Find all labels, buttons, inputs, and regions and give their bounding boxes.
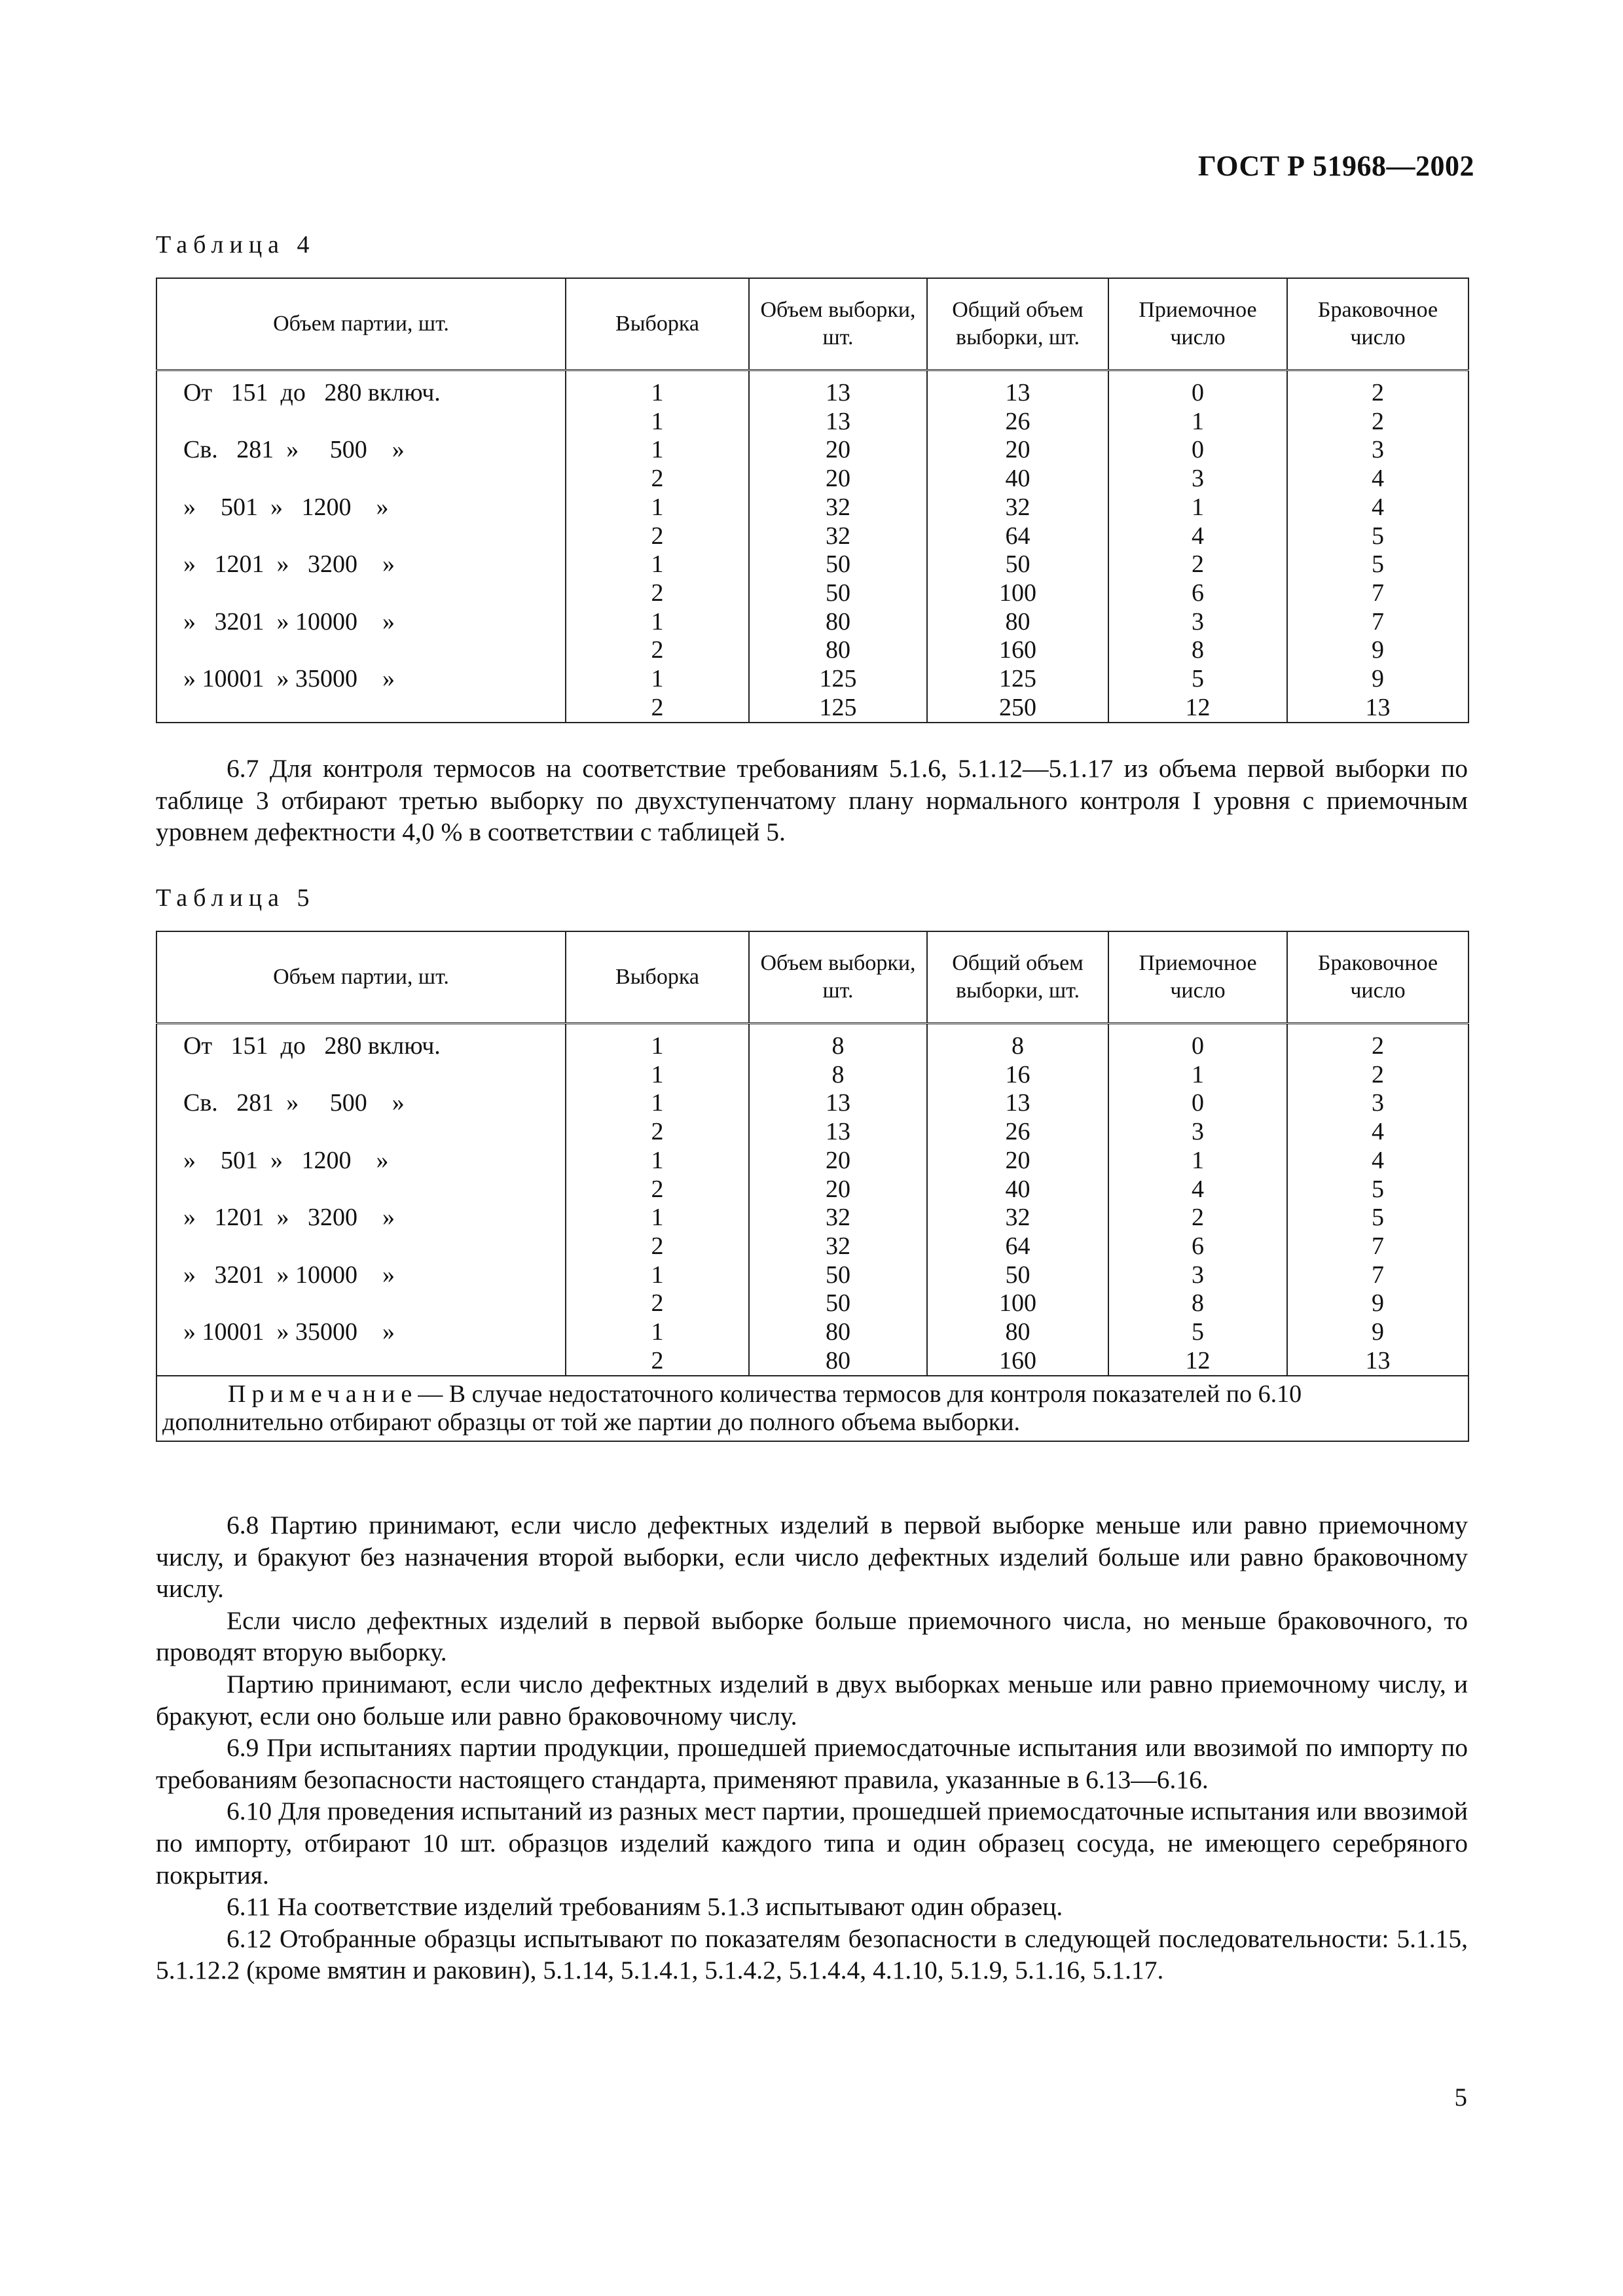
acceptance-number-cell: 3	[1108, 1261, 1287, 1290]
sample-size-cell: 50	[749, 1289, 927, 1318]
acceptance-number-cell: 1	[1108, 1147, 1287, 1175]
lot-size-range: Св. 281 » 500 »	[183, 1089, 405, 1117]
paragraph-text: 6.7 Для контроля термосов на соответствие требованиям 5.1.6, 5.1.12—5.1.17 из объема первой выборки по таблице 3 отбирают третью выборку по двухступенчатому плану нормального контроля I уровня с приемочным уровнем дефектности 4,0 % в соответствии с таблицей 5.	[156, 754, 1468, 847]
lot-size-cell	[156, 1232, 566, 1261]
sample-cell: 2	[566, 465, 749, 493]
acceptance-number-cell: 4	[1108, 1175, 1287, 1204]
lot-size-range: Св. 281 » 500 »	[183, 436, 405, 464]
table-row	[156, 636, 1468, 665]
total-sample-size-cell: 64	[927, 522, 1108, 551]
lot-size-range: » 10001 » 35000 »	[183, 665, 395, 693]
acceptance-number-cell: 0	[1108, 1024, 1287, 1061]
sample-size-cell: 32	[749, 1204, 927, 1232]
sample-size-cell: 20	[749, 465, 927, 493]
total-sample-size-cell: 50	[927, 550, 1108, 579]
lot-size-cell	[156, 579, 566, 608]
table-row	[156, 579, 1468, 608]
col-sample: Выборка	[566, 931, 749, 1024]
col-rejection-number: Браковочное число	[1287, 278, 1468, 370]
rejection-number-cell: 2	[1287, 370, 1468, 408]
total-sample-size-cell: 26	[927, 408, 1108, 437]
col-total-sample-size: Общий объем выборки, шт.	[927, 278, 1108, 370]
sample-cell: 2	[566, 579, 749, 608]
table-row	[156, 1289, 1468, 1318]
paragraph-6-9: 6.9 При испытаниях партии продукции, прошедшей приемосдаточные испытания или ввозимой по импорту по требованиям безопасности настоящего стандарта, применяют правила, указанные в 6.13—6.16.	[156, 1733, 1468, 1794]
rejection-number-cell: 2	[1287, 1024, 1468, 1061]
sample-cell: 1	[566, 1089, 749, 1118]
sample-cell: 2	[566, 694, 749, 723]
table-row	[156, 1061, 1468, 1090]
rejection-number-cell: 3	[1287, 1089, 1468, 1118]
note-label: Примечание	[228, 1380, 418, 1408]
total-sample-size-cell: 64	[927, 1232, 1108, 1261]
page-number: 5	[1454, 2083, 1467, 2111]
acceptance-number-cell: 4	[1108, 522, 1287, 551]
table-row	[156, 550, 1468, 579]
sample-size-cell: 8	[749, 1061, 927, 1090]
total-sample-size-cell: 40	[927, 465, 1108, 493]
lot-size-cell	[156, 408, 566, 437]
lot-size-range: » 1201 » 3200 »	[183, 550, 395, 579]
acceptance-number-cell: 6	[1108, 579, 1287, 608]
col-sample-size: Объем выборки, шт.	[749, 278, 927, 370]
acceptance-number-cell: 0	[1108, 1089, 1287, 1118]
acceptance-number-cell: 2	[1108, 1204, 1287, 1232]
document-header: ГОСТ Р 51968—2002	[1197, 150, 1474, 182]
sample-cell: 1	[566, 436, 749, 465]
sample-size-cell: 50	[749, 579, 927, 608]
sample-cell: 2	[566, 1289, 749, 1318]
col-lot-size: Объем партии, шт.	[156, 931, 566, 1024]
acceptance-number-cell: 5	[1108, 1318, 1287, 1347]
sample-cell: 2	[566, 636, 749, 665]
paragraph-6-12: 6.12 Отобранные образцы испытывают по показателям безопасности в следующей последовательности: 5.1.15, 5.1.12.2 (кроме вмятин и раковин), 5.1.14, 5.1.4.1, 5.1.4.2, 5.1.4.4, 4.1.10, 5.1.9, 5.1.16, 5.1.17.	[156, 1924, 1468, 1985]
lot-size-cell	[156, 493, 566, 522]
sample-cell: 1	[566, 1261, 749, 1290]
note-text: — В случае недостаточного количества термосов для контроля показателей по 6.10 дополнительно отбирают образцы от той же партии до полного объема выборки.	[162, 1380, 1302, 1437]
acceptance-number-cell: 0	[1108, 370, 1287, 408]
rejection-number-cell: 13	[1287, 694, 1468, 723]
sample-size-cell: 20	[749, 1147, 927, 1175]
table-row	[156, 665, 1468, 694]
rejection-number-cell: 9	[1287, 636, 1468, 665]
table-row	[156, 465, 1468, 493]
rejection-number-cell: 9	[1287, 1318, 1468, 1347]
rejection-number-cell: 3	[1287, 436, 1468, 465]
lot-size-cell	[156, 1175, 566, 1204]
sample-size-cell: 80	[749, 636, 927, 665]
lot-size-cell	[156, 1024, 566, 1061]
lot-size-cell	[156, 636, 566, 665]
lot-size-cell	[156, 1089, 566, 1118]
total-sample-size-cell: 26	[927, 1118, 1108, 1147]
table4-caption: Таблица 4	[156, 231, 316, 259]
lot-size-cell	[156, 370, 566, 408]
table5-note	[156, 1376, 1468, 1441]
total-sample-size-cell: 16	[927, 1061, 1108, 1090]
table-row	[156, 694, 1468, 723]
total-sample-size-cell: 40	[927, 1175, 1108, 1204]
sample-size-cell: 13	[749, 1118, 927, 1147]
acceptance-number-cell: 1	[1108, 1061, 1287, 1090]
sample-cell: 2	[566, 1347, 749, 1376]
lot-size-cell	[156, 550, 566, 579]
col-sample: Выборка	[566, 278, 749, 370]
table5-note-row	[156, 1376, 1468, 1441]
lot-size-cell	[156, 522, 566, 551]
rejection-number-cell: 4	[1287, 1118, 1468, 1147]
sample-size-cell: 32	[749, 522, 927, 551]
sample-size-cell: 50	[749, 1261, 927, 1290]
sample-cell: 1	[566, 493, 749, 522]
table-row	[156, 1261, 1468, 1290]
table5-caption: Таблица 5	[156, 884, 316, 912]
paragraph-6-10: 6.10 Для проведения испытаний из разных мест партии, прошедшей приемосдаточные испытания или ввозимой по импорту, отбирают 10 шт. образцов изделий каждого типа и один образец сосуда, не имеющего серебряного покрытия.	[156, 1797, 1468, 1890]
acceptance-number-cell: 12	[1108, 694, 1287, 723]
total-sample-size-cell: 80	[927, 1318, 1108, 1347]
sample-cell: 1	[566, 665, 749, 694]
total-sample-size-cell: 32	[927, 493, 1108, 522]
rejection-number-cell: 5	[1287, 1175, 1468, 1204]
sample-size-cell: 80	[749, 608, 927, 637]
acceptance-number-cell: 1	[1108, 408, 1287, 437]
paragraph-6-8-b: Если число дефектных изделий в первой выборке больше приемочного числа, но меньше браковочного, то проводят вторую выборку.	[156, 1605, 1468, 1667]
acceptance-number-cell: 3	[1108, 465, 1287, 493]
paragraph-6-8: 6.8 Партию принимают, если число дефектных изделий в первой выборке меньше или равно приемочному числу, и бракуют без назначения второй выборки, если число дефектных изделий больше или равно браковочному числу.	[156, 1511, 1468, 1604]
sample-size-cell: 32	[749, 1232, 927, 1261]
acceptance-number-cell: 3	[1108, 1118, 1287, 1147]
table5	[156, 931, 1469, 1442]
sample-cell: 1	[566, 608, 749, 637]
lot-size-cell	[156, 1347, 566, 1376]
sample-cell: 1	[566, 1061, 749, 1090]
total-sample-size-cell: 250	[927, 694, 1108, 723]
sample-cell: 1	[566, 1318, 749, 1347]
rejection-number-cell: 9	[1287, 665, 1468, 694]
sample-cell: 1	[566, 550, 749, 579]
acceptance-number-cell: 8	[1108, 1289, 1287, 1318]
sample-size-cell: 20	[749, 1175, 927, 1204]
lot-size-range: От 151 до 280 включ.	[183, 379, 441, 406]
lot-size-cell	[156, 1061, 566, 1090]
total-sample-size-cell: 8	[927, 1024, 1108, 1061]
total-sample-size-cell: 160	[927, 636, 1108, 665]
sample-size-cell: 20	[749, 436, 927, 465]
sample-size-cell: 80	[749, 1318, 927, 1347]
lot-size-cell	[156, 1147, 566, 1175]
total-sample-size-cell: 20	[927, 436, 1108, 465]
total-sample-size-cell: 13	[927, 1089, 1108, 1118]
lot-size-cell	[156, 1118, 566, 1147]
rejection-number-cell: 7	[1287, 579, 1468, 608]
table-header-row	[156, 278, 1468, 370]
table-row	[156, 522, 1468, 551]
total-sample-size-cell: 32	[927, 1204, 1108, 1232]
table-row	[156, 608, 1468, 637]
lot-size-cell	[156, 608, 566, 637]
rejection-number-cell: 5	[1287, 522, 1468, 551]
sample-size-cell: 50	[749, 550, 927, 579]
sample-cell: 2	[566, 1175, 749, 1204]
rejection-number-cell: 5	[1287, 550, 1468, 579]
lot-size-range: » 501 » 1200 »	[183, 493, 389, 521]
total-sample-size-cell: 13	[927, 370, 1108, 408]
rejection-number-cell: 7	[1287, 608, 1468, 637]
table-row	[156, 493, 1468, 522]
table-row	[156, 436, 1468, 465]
lot-size-cell	[156, 694, 566, 723]
lot-size-range: » 1201 » 3200 »	[183, 1204, 395, 1232]
sample-cell: 1	[566, 1024, 749, 1061]
lot-size-cell	[156, 1204, 566, 1232]
col-sample-size: Объем выборки, шт.	[749, 931, 927, 1024]
sample-cell: 1	[566, 1204, 749, 1232]
acceptance-number-cell: 2	[1108, 550, 1287, 579]
sample-size-cell: 125	[749, 694, 927, 723]
total-sample-size-cell: 50	[927, 1261, 1108, 1290]
lot-size-cell	[156, 1318, 566, 1347]
table-row	[156, 408, 1468, 437]
sample-size-cell: 13	[749, 408, 927, 437]
acceptance-number-cell: 12	[1108, 1347, 1287, 1376]
acceptance-number-cell: 5	[1108, 665, 1287, 694]
sample-cell: 1	[566, 408, 749, 437]
acceptance-number-cell: 1	[1108, 493, 1287, 522]
total-sample-size-cell: 20	[927, 1147, 1108, 1175]
lot-size-cell	[156, 1289, 566, 1318]
col-lot-size: Объем партии, шт.	[156, 278, 566, 370]
paragraph-6-11: 6.11 На соответствие изделий требованиям 5.1.3 испытывают один образец.	[227, 1892, 1063, 1922]
rejection-number-cell: 4	[1287, 1147, 1468, 1175]
sample-cell: 2	[566, 522, 749, 551]
sample-size-cell: 13	[749, 1089, 927, 1118]
rejection-number-cell: 13	[1287, 1347, 1468, 1376]
lot-size-range: » 3201 » 10000 »	[183, 607, 395, 636]
lot-size-range: » 3201 » 10000 »	[183, 1261, 395, 1289]
sample-size-cell: 32	[749, 493, 927, 522]
rejection-number-cell: 7	[1287, 1261, 1468, 1290]
sample-size-cell: 80	[749, 1347, 927, 1376]
lot-size-cell	[156, 436, 566, 465]
table-row	[156, 1232, 1468, 1261]
lot-size-range: » 10001 » 35000 »	[183, 1318, 395, 1346]
col-acceptance-number: Приемочное число	[1108, 278, 1287, 370]
rejection-number-cell: 2	[1287, 408, 1468, 437]
table-row	[156, 1204, 1468, 1232]
total-sample-size-cell: 160	[927, 1347, 1108, 1376]
acceptance-number-cell: 8	[1108, 636, 1287, 665]
sample-size-cell: 13	[749, 370, 927, 408]
table-row	[156, 1147, 1468, 1175]
paragraph-6-7	[156, 753, 1468, 848]
lot-size-cell	[156, 1261, 566, 1290]
sample-size-cell: 8	[749, 1024, 927, 1061]
sample-cell: 2	[566, 1232, 749, 1261]
sample-cell: 2	[566, 1118, 749, 1147]
total-sample-size-cell: 125	[927, 665, 1108, 694]
sample-size-cell: 125	[749, 665, 927, 694]
rejection-number-cell: 7	[1287, 1232, 1468, 1261]
body-paragraphs	[156, 1509, 1468, 1986]
total-sample-size-cell: 100	[927, 1289, 1108, 1318]
rejection-number-cell: 9	[1287, 1289, 1468, 1318]
lot-size-cell	[156, 665, 566, 694]
total-sample-size-cell: 100	[927, 579, 1108, 608]
rejection-number-cell: 5	[1287, 1204, 1468, 1232]
table4	[156, 278, 1469, 723]
lot-size-cell	[156, 465, 566, 493]
acceptance-number-cell: 3	[1108, 608, 1287, 637]
lot-size-range: От 151 до 280 включ.	[183, 1032, 441, 1060]
col-total-sample-size: Общий объем выборки, шт.	[927, 931, 1108, 1024]
table-row	[156, 1089, 1468, 1118]
sample-cell: 1	[566, 1147, 749, 1175]
col-rejection-number: Браковочное число	[1287, 931, 1468, 1024]
table-row	[156, 370, 1468, 408]
table-row	[156, 1318, 1468, 1347]
acceptance-number-cell: 6	[1108, 1232, 1287, 1261]
lot-size-range: » 501 » 1200 »	[183, 1146, 389, 1174]
rejection-number-cell: 4	[1287, 493, 1468, 522]
table-row	[156, 1175, 1468, 1204]
table-row	[156, 1024, 1468, 1061]
table-header-row	[156, 931, 1468, 1024]
table-row	[156, 1347, 1468, 1376]
paragraph-6-8-c: Партию принимают, если число дефектных изделий в двух выборках меньше или равно приемочному числу, и бракуют, если оно больше или равно браковочному числу.	[156, 1669, 1468, 1731]
total-sample-size-cell: 80	[927, 608, 1108, 637]
table-row	[156, 1118, 1468, 1147]
col-acceptance-number: Приемочное число	[1108, 931, 1287, 1024]
rejection-number-cell: 2	[1287, 1061, 1468, 1090]
acceptance-number-cell: 0	[1108, 436, 1287, 465]
rejection-number-cell: 4	[1287, 465, 1468, 493]
sample-cell: 1	[566, 370, 749, 408]
